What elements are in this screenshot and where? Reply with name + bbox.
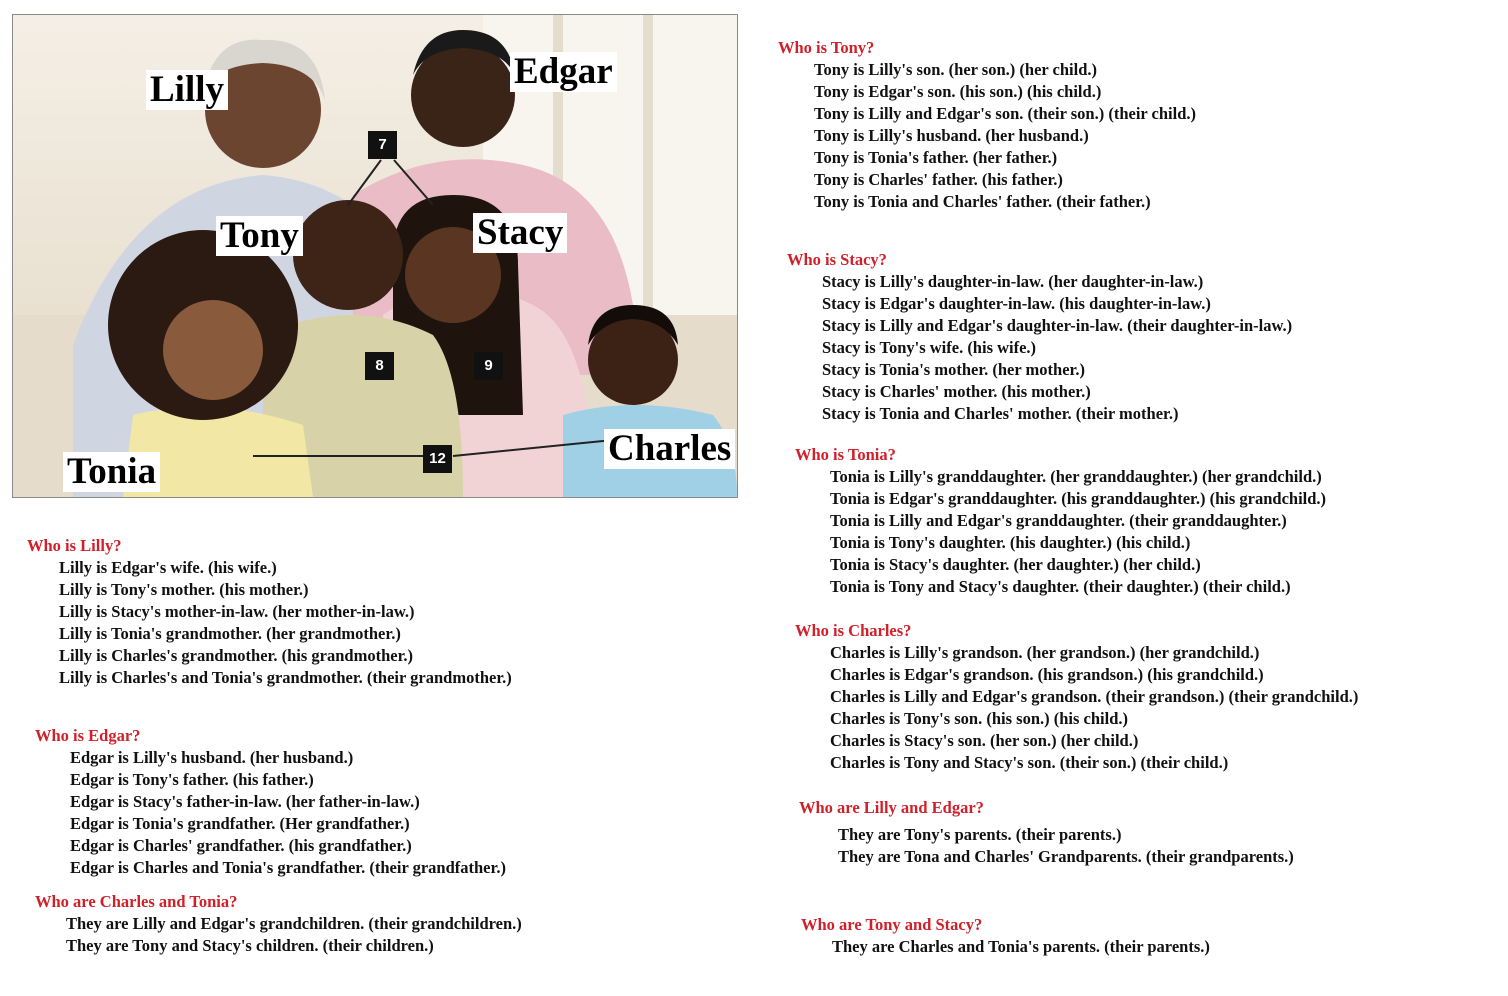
answer-line: Tonia is Lilly's granddaughter. (her granddaughter.) (her grandchild.) (830, 467, 1322, 486)
answer-line: Edgar is Charles' grandfather. (his grandfather.) (70, 836, 412, 855)
section-edgar (35, 725, 506, 879)
answer-line: They are Charles and Tonia's parents. (their parents.) (832, 937, 1210, 956)
answer-line: Lilly is Stacy's mother-in-law. (her mother-in-law.) (59, 602, 415, 621)
answer-line: Charles is Tony's son. (his son.) (his child.) (830, 709, 1129, 728)
family-illustration (13, 15, 737, 497)
section-tonia (795, 444, 1326, 598)
label-tony: Tony (216, 216, 303, 256)
section-charles-and-tonia (35, 891, 522, 957)
section-lilly-and-edgar (799, 797, 1294, 868)
answer-line: Tony is Charles' father. (his father.) (814, 170, 1063, 189)
question-who-is-charles: Who is Charles? (795, 621, 912, 640)
answer-line: Charles is Stacy's son. (her son.) (her child.) (830, 731, 1139, 750)
label-edgar: Edgar (510, 52, 617, 92)
answer-line: Tony is Lilly's son. (her son.) (her child.) (814, 60, 1098, 79)
section-charles (795, 620, 1358, 774)
question-who-are-tony-and-stacy: Who are Tony and Stacy? (801, 915, 983, 934)
answer-line: Stacy is Tony's wife. (his wife.) (822, 338, 1037, 357)
answer-line: Stacy is Charles' mother. (his mother.) (822, 382, 1091, 401)
answer-line: They are Tona and Charles' Grandparents. (their grandparents.) (838, 847, 1294, 866)
question-who-is-lilly: Who is Lilly? (27, 536, 122, 555)
section-lilly (27, 535, 512, 689)
answer-line: They are Lilly and Edgar's grandchildren. (their grandchildren.) (66, 914, 522, 933)
answer-line: Edgar is Stacy's father-in-law. (her father-in-law.) (70, 792, 420, 811)
answer-line: Tonia is Lilly and Edgar's granddaughter. (their granddaughter.) (830, 511, 1287, 530)
answer-line: Edgar is Charles and Tonia's grandfather. (their grandfather.) (70, 858, 506, 877)
answer-line: Lilly is Edgar's wife. (his wife.) (59, 558, 277, 577)
answer-line: Tony is Tonia's father. (her father.) (814, 148, 1058, 167)
answer-line: Charles is Lilly's grandson. (her grandson.) (her grandchild.) (830, 643, 1260, 662)
question-who-are-lilly-and-edgar: Who are Lilly and Edgar? (799, 798, 984, 817)
question-who-is-tony: Who is Tony? (778, 38, 875, 57)
label-charles: Charles (604, 429, 735, 469)
answer-line: Lilly is Charles's and Tonia's grandmother. (their grandmother.) (59, 668, 512, 687)
answer-line: Stacy is Tonia's mother. (her mother.) (822, 360, 1085, 379)
question-who-is-tonia: Who is Tonia? (795, 445, 896, 464)
tag-7: 7 (368, 131, 397, 159)
family-photo (12, 14, 738, 498)
label-tonia: Tonia (63, 452, 160, 492)
section-tony (778, 37, 1196, 213)
tag-9: 9 (474, 352, 503, 380)
answer-line: Edgar is Tonia's grandfather. (Her grandfather.) (70, 814, 410, 833)
answer-line: Tonia is Tony's daughter. (his daughter.) (his child.) (830, 533, 1191, 552)
answer-line: Tony is Lilly's husband. (her husband.) (814, 126, 1089, 145)
answer-line: Lilly is Tony's mother. (his mother.) (59, 580, 309, 599)
answer-line: Tonia is Stacy's daughter. (her daughter.) (her child.) (830, 555, 1201, 574)
answer-line: Stacy is Edgar's daughter-in-law. (his daughter-in-law.) (822, 294, 1211, 313)
tag-8: 8 (365, 352, 394, 380)
answer-line: Stacy is Lilly's daughter-in-law. (her daughter-in-law.) (822, 272, 1204, 291)
answer-line: Charles is Tony and Stacy's son. (their son.) (their child.) (830, 753, 1229, 772)
answer-line: Tonia is Tony and Stacy's daughter. (their daughter.) (their child.) (830, 577, 1291, 596)
question-who-is-edgar: Who is Edgar? (35, 726, 141, 745)
answer-line: Stacy is Lilly and Edgar's daughter-in-law. (their daughter-in-law.) (822, 316, 1293, 335)
label-stacy: Stacy (473, 213, 567, 253)
answer-line: Lilly is Charles's grandmother. (his grandmother.) (59, 646, 414, 665)
answer-line: Stacy is Tonia and Charles' mother. (their mother.) (822, 404, 1179, 423)
question-who-is-stacy: Who is Stacy? (787, 250, 887, 269)
answer-line: They are Tony and Stacy's children. (their children.) (66, 936, 434, 955)
question-who-are-charles-and-tonia: Who are Charles and Tonia? (35, 892, 238, 911)
answer-line: Edgar is Tony's father. (his father.) (70, 770, 314, 789)
answer-line: Tony is Edgar's son. (his son.) (his child.) (814, 82, 1102, 101)
answer-line: Edgar is Lilly's husband. (her husband.) (70, 748, 354, 767)
answer-line: Charles is Lilly and Edgar's grandson. (their grandson.) (their grandchild.) (830, 687, 1359, 706)
answer-line: Tony is Lilly and Edgar's son. (their son.) (their child.) (814, 104, 1197, 123)
answer-line: Tony is Tonia and Charles' father. (their father.) (814, 192, 1151, 211)
answer-line: They are Tony's parents. (their parents.) (838, 825, 1122, 844)
answer-line: Lilly is Tonia's grandmother. (her grandmother.) (59, 624, 401, 643)
tag-12: 12 (423, 445, 452, 473)
answer-line: Charles is Edgar's grandson. (his grandson.) (his grandchild.) (830, 665, 1264, 684)
section-tony-and-stacy (801, 914, 1210, 958)
label-lilly: Lilly (146, 70, 228, 110)
section-stacy (787, 249, 1292, 425)
answer-line: Tonia is Edgar's granddaughter. (his granddaughter.) (his grandchild.) (830, 489, 1327, 508)
